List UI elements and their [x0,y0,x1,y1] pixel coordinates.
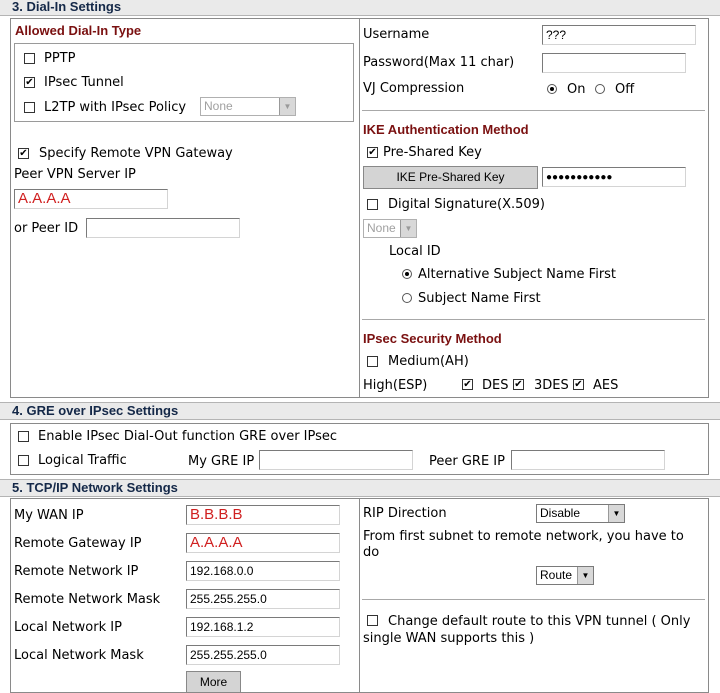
username-label: Username [363,27,430,42]
remote-network-mask-input[interactable]: 255.255.255.0 [186,589,340,609]
allowed-dialin-title: Allowed Dial-In Type [15,23,142,38]
vj-on-radio[interactable] [547,84,557,94]
pre-shared-key-checkbox[interactable] [367,147,378,158]
des-label: DES [482,378,509,393]
chevron-down-icon: ▼ [400,220,416,237]
chevron-down-icon: ▼ [577,567,593,584]
more-button[interactable]: More [186,671,241,693]
3des-label: 3DES [534,378,569,393]
tcpip-section-header: 5. TCP/IP Network Settings [0,479,720,497]
peer-id-label: or Peer ID [14,221,79,236]
vj-compression-label: VJ Compression [363,81,465,96]
remote-network-ip-input[interactable]: 192.168.0.0 [186,561,340,581]
my-gre-ip-input[interactable] [259,450,413,470]
ike-pre-shared-key-button[interactable]: IKE Pre-Shared Key [363,166,538,189]
password-input[interactable] [542,53,686,73]
username-input[interactable]: ??? [542,25,696,45]
subnet-route-text: From first subnet to remote network, you have to do [363,529,684,560]
medium-ah-label: Medium(AH) [388,354,469,369]
remote-network-ip-label: Remote Network IP [14,564,139,579]
subject-name-radio[interactable] [402,293,412,303]
password-label: Password(Max 11 char) [363,55,515,70]
des-checkbox[interactable] [462,379,473,390]
digital-signature-label: Digital Signature(X.509) [388,197,546,212]
3des-checkbox[interactable] [513,379,524,390]
vj-off-radio[interactable] [595,84,605,94]
ipsec-security-title: IPsec Security Method [363,331,502,346]
l2tp-label: L2TP with IPsec Policy [44,100,187,115]
logical-traffic-checkbox[interactable] [18,455,29,466]
alt-subject-radio[interactable] [402,269,412,279]
local-id-label: Local ID [389,244,441,259]
ike-auth-title: IKE Authentication Method [363,122,529,137]
local-network-mask-label: Local Network Mask [14,648,144,663]
my-wan-ip-input[interactable]: B.B.B.B [186,505,340,525]
aes-checkbox[interactable] [573,379,584,390]
divider [362,599,705,600]
rip-direction-label: RIP Direction [363,506,447,521]
enable-gre-checkbox[interactable] [18,431,29,442]
route-select[interactable] [536,566,594,585]
divider [362,110,705,111]
remote-network-mask-label: Remote Network Mask [14,592,161,607]
rip-direction-value: Disable [540,506,581,520]
digital-signature-select[interactable] [363,219,417,238]
vj-on-label: On [567,82,586,97]
high-esp-label: High(ESP) [363,378,428,393]
vj-off-label: Off [615,82,635,97]
digital-signature-select-value: None [367,221,396,235]
peer-id-input[interactable] [86,218,240,238]
change-default-route-text: Change default route to this VPN tunnel ( Only single WAN supports this ) [363,614,691,646]
aes-label: AES [593,378,619,393]
peer-server-input[interactable]: A.A.A.A [14,189,168,209]
remote-gateway-input[interactable]: A.A.A.A [186,533,340,553]
alt-subject-label: Alternative Subject Name First [418,267,617,282]
my-gre-ip-label: My GRE IP [188,454,255,469]
rip-direction-select[interactable] [536,504,625,523]
peer-gre-ip-input[interactable] [511,450,665,470]
chevron-down-icon: ▼ [279,98,295,115]
l2tp-checkbox[interactable] [24,102,35,113]
specify-gateway-checkbox[interactable] [18,148,29,159]
enable-gre-label: Enable IPsec Dial-Out function GRE over IPsec [38,429,338,444]
subject-name-label: Subject Name First [418,291,541,306]
ipsec-tunnel-checkbox[interactable] [24,77,35,88]
pptp-checkbox[interactable] [24,53,35,64]
pre-shared-key-input[interactable]: ●●●●●●●●●●● [542,167,686,187]
route-value: Route [540,568,573,582]
digital-signature-checkbox[interactable] [367,199,378,210]
divider [362,319,705,320]
peer-gre-ip-label: Peer GRE IP [429,454,505,469]
pptp-label: PPTP [44,51,76,66]
local-network-mask-input[interactable]: 255.255.255.0 [186,645,340,665]
logical-traffic-label: Logical Traffic [38,453,127,468]
local-network-ip-input[interactable]: 192.168.1.2 [186,617,340,637]
chevron-down-icon: ▼ [608,505,624,522]
pre-shared-key-label: Pre-Shared Key [383,145,482,160]
local-network-ip-label: Local Network IP [14,620,122,635]
remote-gateway-label: Remote Gateway IP [14,536,142,551]
ipsec-tunnel-label: IPsec Tunnel [44,75,124,90]
medium-ah-checkbox[interactable] [367,356,378,367]
dialin-section-header: 3. Dial-In Settings [0,0,720,16]
my-wan-ip-label: My WAN IP [14,508,84,523]
peer-server-label: Peer VPN Server IP [14,167,136,182]
tcpip-right-panel [359,498,709,693]
l2tp-policy-value: None [204,99,233,113]
l2tp-policy-select[interactable] [200,97,296,116]
gre-section-header: 4. GRE over IPsec Settings [0,402,720,420]
specify-gateway-label: Specify Remote VPN Gateway [39,146,233,161]
